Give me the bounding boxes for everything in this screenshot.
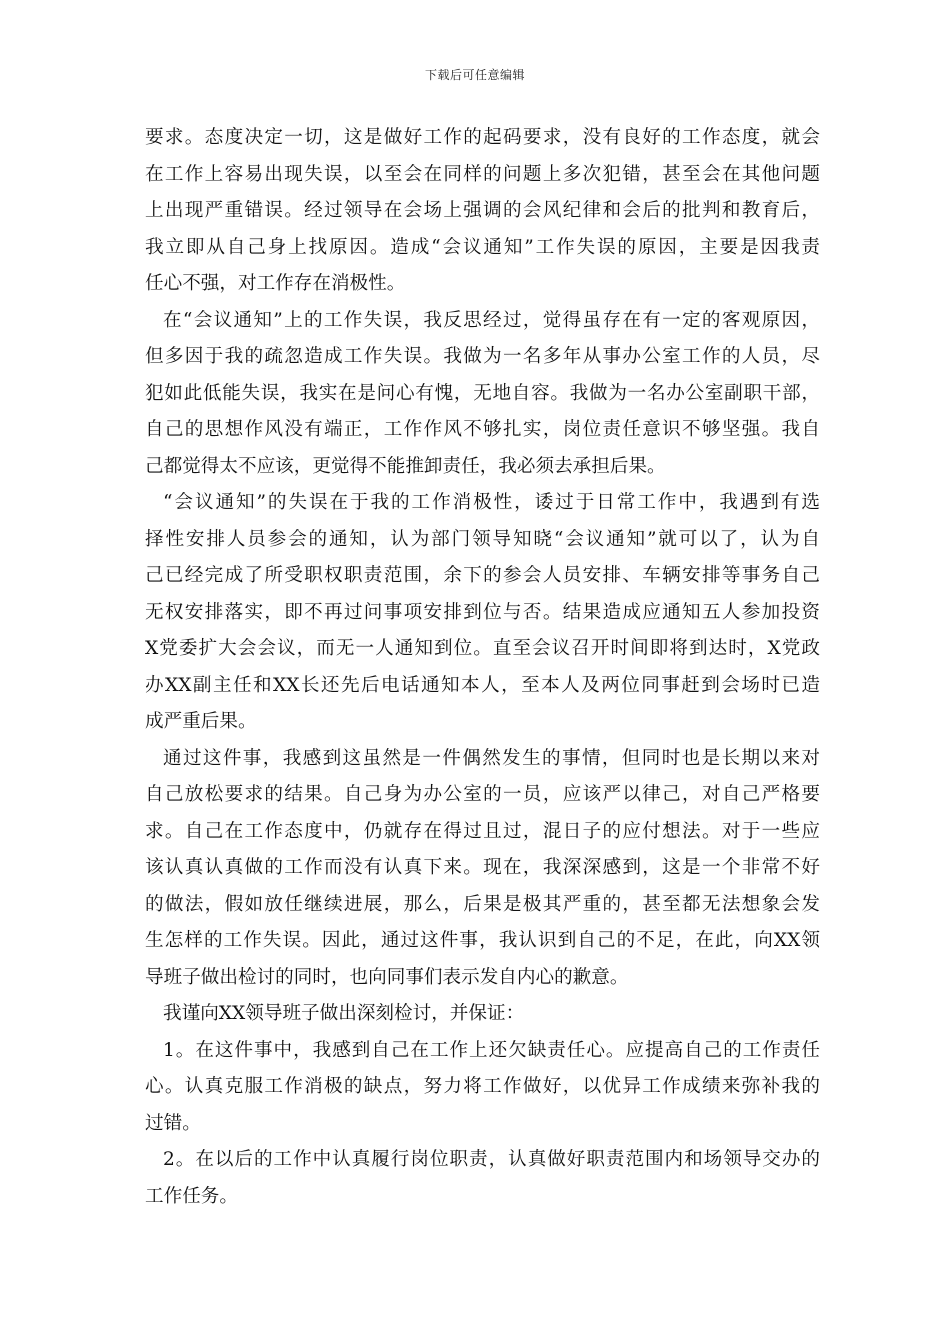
text-line: 己都觉得太不应该，更觉得不能推卸责任，我必须去承担后果。	[145, 455, 666, 477]
page-header-note: 下载后可任意编辑	[424, 68, 525, 82]
document-body	[145, 120, 820, 1215]
text-line: 我谨向XX领导班子做出深刻检讨，并保证：	[163, 1003, 525, 1024]
text-line: 自己放松要求的结果。自己身为办公室的一员，应该严以律己，对自己严格要	[145, 784, 820, 805]
text-line: 无权安排落实，即不再过问事项安排到位与否。结果造成应通知五人参加投资	[145, 601, 820, 623]
text-line: 过错。	[145, 1112, 201, 1134]
text-line: 但多因于我的疏忽造成工作失误。我做为一名多年从事办公室工作的人员，尽	[145, 346, 820, 367]
text-line: 己已经完成了所受职权职责范围，余下的参会人员安排、车辆安排等事务自己	[145, 565, 820, 586]
text-line: 办XX副主任和XX长还先后电话通知本人，至本人及两位同事赶到会场时已造	[145, 674, 820, 696]
text-line: 导班子做出检讨的同时，也向同事们表示发自内心的歉意。	[145, 966, 629, 988]
text-line: X党委扩大会会议，而无一人通知到位。直至会议召开时间即将到达时，X党政	[145, 638, 820, 659]
text-line: 通过这件事，我感到这虽然是一件偶然发生的事情，但同时也是长期以来对	[163, 747, 820, 769]
text-line: 在“会议通知”上的工作失误，我反思经过，觉得虽存在有一定的客观原因，	[163, 309, 820, 331]
text-line: 自己的思想作风没有端正，工作作风不够扎实，岗位责任意识不够坚强。我自	[145, 419, 820, 440]
text-line: 择性安排人员参会的通知，认为部门领导知晓“会议通知”就可以了，认为自	[145, 528, 820, 550]
text-line: “会议通知”的失误在于我的工作消极性，诿过于日常工作中，我遇到有选	[163, 492, 820, 513]
text-line: 1。在这件事中，我感到自己在工作上还欠缺责任心。应提高自己的工作责任	[163, 1039, 820, 1061]
text-line: 工作任务。	[145, 1185, 238, 1207]
text-line: 该认真认真做的工作而没有认真下来。现在，我深深感到，这是一个非常不好	[145, 857, 820, 878]
text-line: 求。自己在工作态度中，仍就存在得过且过，混日子的应付想法。对于一些应	[145, 820, 820, 842]
text-line: 上出现严重错误。经过领导在会场上强调的会风纪律和会后的批判和教育后，	[145, 200, 820, 221]
text-line: 生怎样的工作失误。因此，通过这件事，我认识到自己的不足，在此，向XX领	[145, 930, 820, 951]
text-line: 2。在以后的工作中认真履行岗位职责，认真做好职责范围内和场领导交办的	[163, 1149, 820, 1170]
text-line: 犯如此低能失误，我实在是问心有愧，无地自容。我做为一名办公室副职干部，	[145, 382, 820, 404]
text-line: 我立即从自己身上找原因。造成“会议通知”工作失误的原因，主要是因我责	[145, 236, 820, 258]
text-line: 心。认真克服工作消极的缺点，努力将工作做好，以优异工作成绩来弥补我的	[145, 1076, 820, 1097]
text-line: 要求。态度决定一切，这是做好工作的起码要求，没有良好的工作态度，就会	[145, 127, 820, 148]
text-line: 任心不强，对工作存在消极性。	[145, 273, 406, 294]
text-line: 在工作上容易出现失误，以至会在同样的问题上多次犯错，甚至会在其他问题	[145, 163, 820, 185]
text-line: 的做法，假如放任继续进展，那么，后果是极其严重的，甚至都无法想象会发	[145, 893, 820, 915]
text-line: 成严重后果。	[145, 711, 257, 732]
